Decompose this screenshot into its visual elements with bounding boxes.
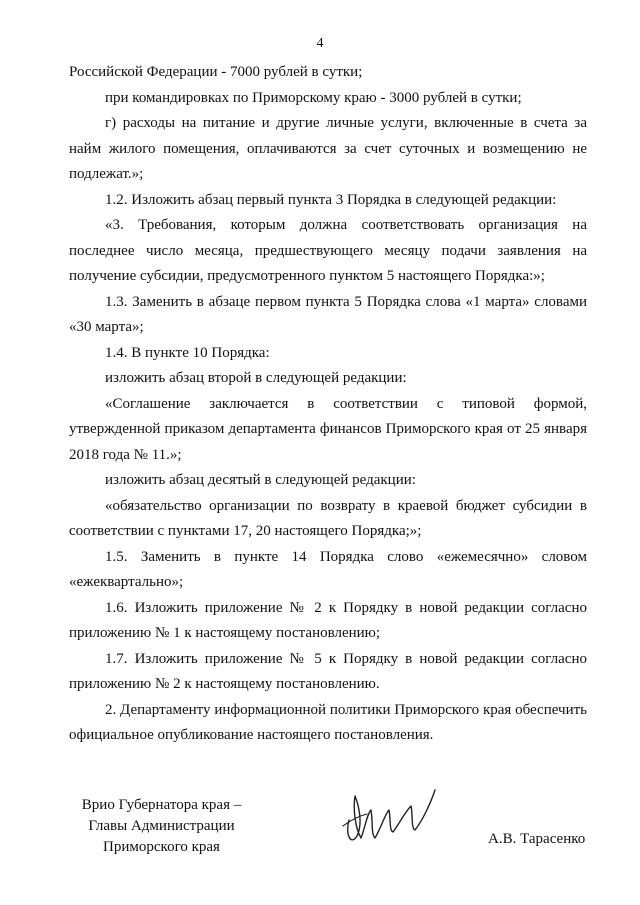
handwritten-signature: [335, 780, 445, 852]
paragraph: при командировках по Приморскому краю - 3000 рублей в сутки;: [105, 89, 522, 106]
paragraph: г) расходы на питание и другие личные услуги, включенные в счета за найм жилого помещения, оплачиваются за счет суточных и возмещению не подлежат.»;: [69, 115, 587, 182]
paragraph: 1.3. Заменить в абзаце первом пункта 5 Порядка слова «1 марта» словами «30 марта»;: [69, 293, 587, 335]
paragraph: «3. Требования, которым должна соответствовать организация на последнее число месяца, предшествующего месяцу подачи заявления на получение субсидии, предусмотренного пунктом 5 настоящего Порядка:»;: [69, 217, 587, 284]
signatory-title-line: Приморского края: [103, 839, 220, 855]
paragraph: 1.2. Изложить абзац первый пункта 3 Порядка в следующей редакции:: [105, 191, 557, 208]
document-body: [69, 60, 587, 749]
paragraph: «Соглашение заключается в соответствии с типовой формой, утвержденной приказом департамента финансов Приморского края от 25 января 2018 года № 11.»;: [69, 395, 587, 463]
paragraph: «обязательство организации по возврату в краевой бюджет субсидии в соответствии с пунктами 17, 20 настоящего Порядка;»;: [69, 497, 587, 539]
signatory-title-line: Врио Губернатора края –: [81, 797, 242, 813]
paragraph: изложить абзац десятый в следующей редакции:: [105, 472, 416, 488]
paragraph: 1.7. Изложить приложение № 5 к Порядку в новой редакции согласно приложению № 2 к настоящему постановлению.: [69, 650, 587, 692]
paragraph: Российской Федерации - 7000 рублей в сутки;: [69, 64, 363, 80]
paragraph: 1.5. Заменить в пункте 14 Порядка слово «ежемесячно» словом «ежеквартально»;: [69, 548, 587, 590]
paragraph: 1.4. В пункте 10 Порядка:: [105, 344, 270, 361]
paragraph: 1.6. Изложить приложение № 2 к Порядку в новой редакции согласно приложению № 1 к настоящему постановлению;: [69, 599, 587, 641]
signatory-title-line: Главы Администрации: [88, 818, 235, 834]
signatory-title: [69, 795, 254, 858]
signatory-name: А.В. Тарасенко: [488, 831, 586, 847]
paragraph: изложить абзац второй в следующей редакции:: [105, 370, 407, 386]
paragraph: 2. Департаменту информационной политики Приморского края обеспечить официальное опубликование настоящего постановления.: [69, 701, 587, 743]
page-number: 4: [316, 36, 324, 51]
